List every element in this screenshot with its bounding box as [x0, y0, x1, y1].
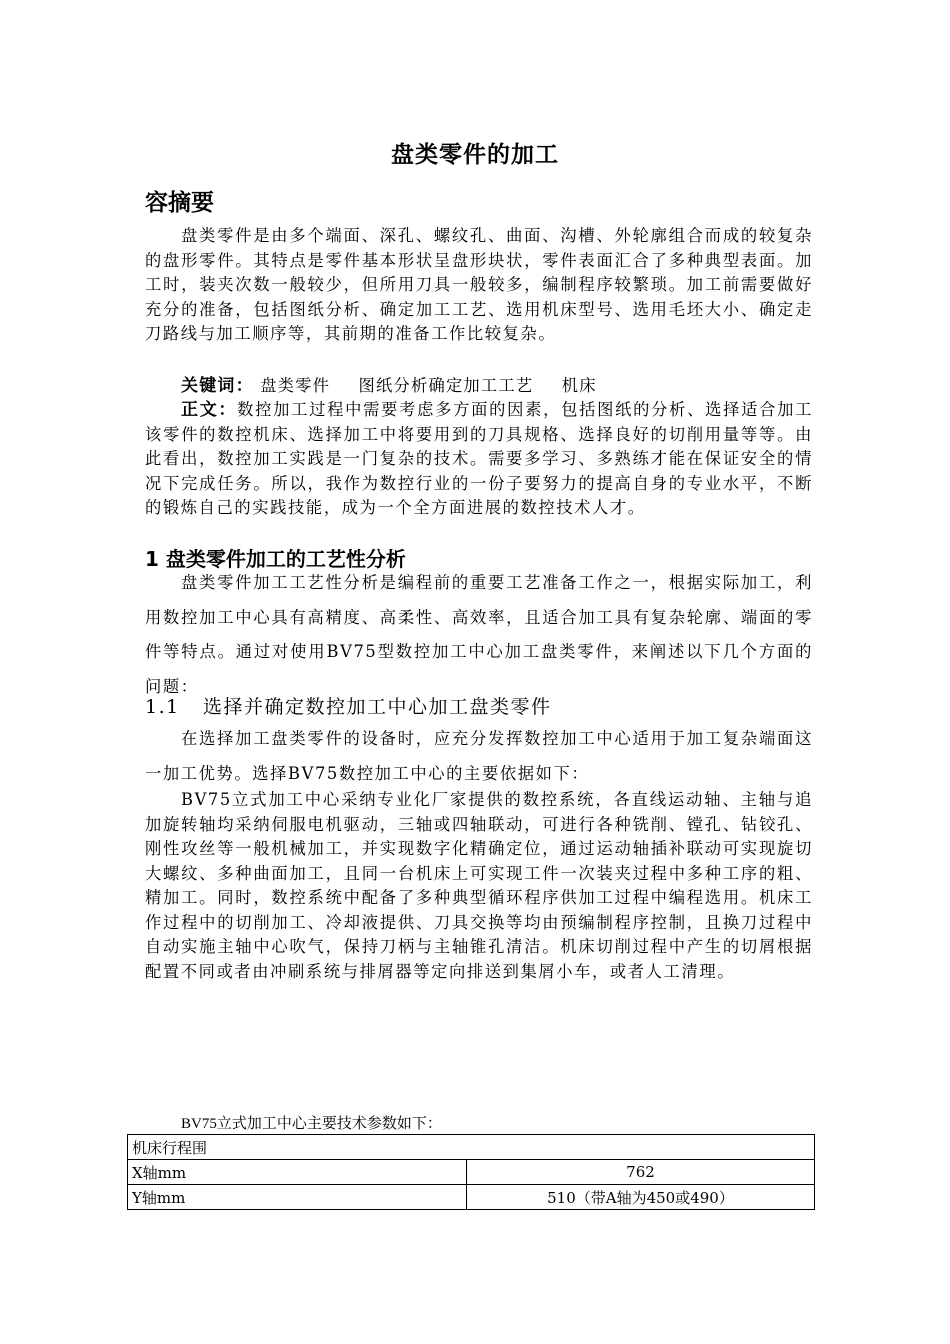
table-caption: BV75立式加工中心主要技术参数如下： — [181, 1116, 442, 1132]
section-1-body: 盘类零件加工工艺性分析是编程前的重要工艺准备工作之一，根据实际加工，利用数控加工中心具有高精度、高柔性、高效率，且适合加工具有复杂轮廓、端面的零件等特点。通过对使用BV75型数控加工中心加工盘类零件，来阐述以下几个方面的问题： — [145, 573, 813, 696]
section-number: 1.1 — [145, 696, 180, 718]
table-row — [128, 1160, 815, 1185]
section-1-1-body: 在选择加工盘类零件的设备时，应充分发挥数控加工中心适用于加工复杂端面这一加工优势。选择BV75数控加工中心的主要依据如下： — [145, 729, 813, 783]
document-title: 盘类零件的加工 — [391, 142, 559, 168]
section-1-1-body-2: BV75立式加工中心采纳专业化厂家提供的数控系统，各直线运动轴、主轴与追加旋转轴均采纳伺服电机驱动，三轴或四轴联动，可进行各种铣削、镗孔、钻铰孔、刚性攻丝等一般机械加工，并实现数字化精确定位，通过运动轴插补联动可实现旋切大螺纹、多种曲面加工，且同一台机床上可实现工件一次装夹过程中多种工序的粗、精加工。同时，数控系统中配备了多种典型循环程序供加工过程中编程选用。机床工作过程中的切削加工、冷却液提供、刀具交换等均由预编制程序控制，且换刀过程中自动实施主轴中心吹气，保持刀柄与主轴锥孔清洁。机床切削过程中产生的切屑根据配置不同或者由冲刷系统与排屑器等定向排送到集屑小车，或者人工清理。 — [145, 790, 813, 981]
keyword-item: 盘类零件 — [260, 376, 331, 395]
param-label: X轴mm — [128, 1160, 467, 1185]
abstract-body: 盘类零件是由多个端面、深孔、螺纹孔、曲面、沟槽、外轮廓组合而成的较复杂的盘形零件。其特点是零件基本形状呈盘形块状，零件表面汇合了多种典型表面。加工时，装夹次数一般较少，但所用刀具一般较多，编制程序较繁琐。加工前需要做好充分的准备，包括图纸分析、确定加工工艺、选用机床型号、选用毛坯大小、确定走刀路线与加工顺序等，其前期的准备工作比较复杂。 — [145, 226, 813, 343]
section-1-1-heading — [145, 692, 552, 719]
main-text-paragraph — [145, 398, 813, 521]
section-title: 选择并确定数控加工中心加工盘类零件 — [203, 696, 552, 718]
param-value: 762 — [467, 1160, 815, 1185]
param-label: Y轴mm — [128, 1185, 467, 1210]
param-value: 510（带A轴为450或490） — [467, 1185, 815, 1210]
main-text-label: 正文： — [181, 400, 238, 420]
keyword-item: 图纸分析确定加工工艺 — [358, 376, 534, 395]
keyword-item: 机床 — [561, 376, 597, 395]
keywords-label: 关键词： — [181, 376, 254, 396]
parameters-table — [127, 1134, 815, 1210]
table-header-row — [128, 1135, 815, 1160]
table-row — [128, 1185, 815, 1210]
section-1-heading: 1 盘类零件加工的工艺性分析 — [145, 547, 406, 571]
abstract-heading: 容摘要 — [145, 190, 214, 216]
keywords-line — [181, 374, 619, 398]
table-header-cell: 机床行程围 — [128, 1135, 815, 1160]
main-text-body: 数控加工过程中需要考虑多方面的因素，包括图纸的分析、选择适合加工该零件的数控机床、选择加工中将要用到的刀具规格、选择良好的切削用量等等。由此看出，数控加工实践是一门复杂的技术。需要多学习、多熟练才能在保证安全的情况下完成任务。所以，我作为数控行业的一份子要努力的提高自身的专业水平，不断的锻炼自己的实践技能，成为一个全方面进展的数控技术人才。 — [145, 400, 813, 517]
